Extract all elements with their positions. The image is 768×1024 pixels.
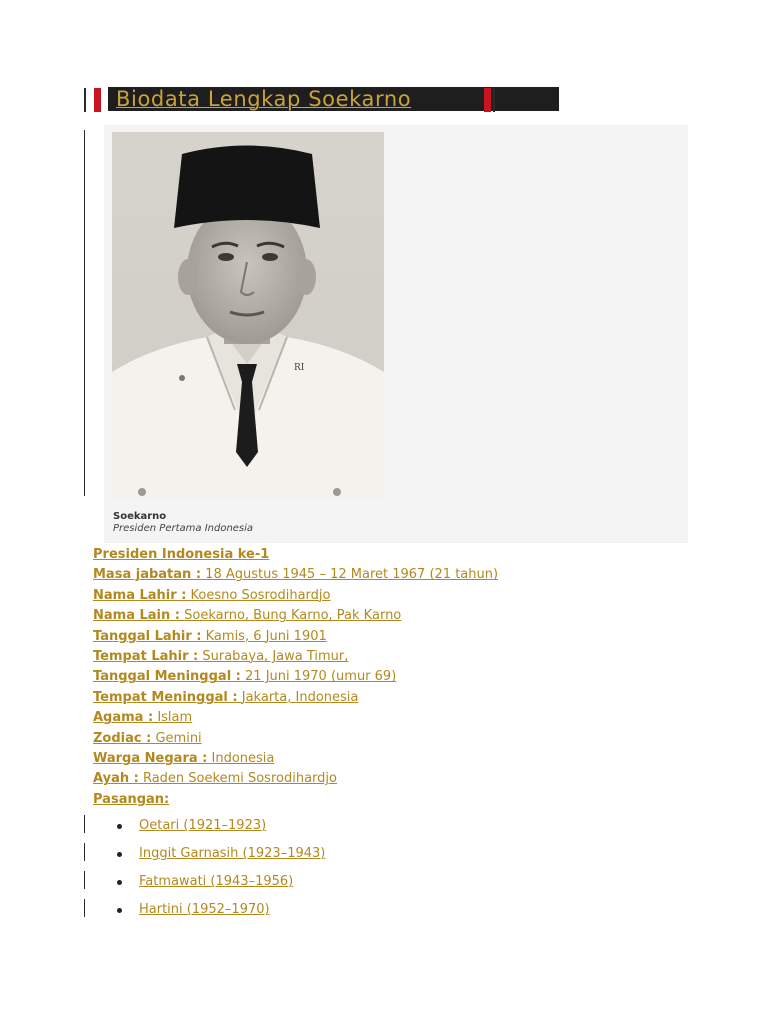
spouse-link[interactable]: Hartini (1952–1970) (139, 902, 270, 917)
info-row-label: Warga Negara : (93, 751, 208, 767)
info-row[interactable] (93, 769, 498, 789)
biodata-list (93, 545, 498, 810)
info-row-label: Nama Lahir : (93, 587, 187, 603)
info-heading-row[interactable] (93, 545, 498, 565)
info-row[interactable] (93, 565, 498, 585)
info-row-label: Zodiac : (93, 730, 152, 746)
info-row[interactable] (93, 667, 498, 687)
info-row-value: Indonesia (211, 751, 275, 767)
info-row-value: Soekarno, Bung Karno, Pak Karno (184, 608, 402, 624)
portrait-photo (112, 132, 384, 498)
title-rule-right-dark (493, 88, 495, 112)
spouse-link[interactable]: Oetari (1921–1923) (139, 818, 267, 833)
info-row-label: Ayah : (93, 771, 139, 787)
info-row-label: Tempat Lahir : (93, 649, 199, 665)
info-row[interactable] (93, 729, 498, 749)
spouse-list-item (84, 899, 484, 927)
info-row-label: Nama Lain : (93, 608, 180, 624)
svg-text:RI: RI (294, 363, 305, 373)
info-row-value: Gemini (155, 730, 202, 746)
info-heading: Presiden Indonesia ke-1 (93, 547, 270, 562)
info-row-value: Surabaya, Jawa Timur, (202, 649, 349, 665)
info-row[interactable] (93, 606, 498, 626)
list-rule (84, 843, 85, 861)
bullet-icon (117, 880, 122, 885)
info-row-value: Koesno Sosrodihardjo (190, 587, 331, 603)
info-row-value: 18 Agustus 1945 – 12 Maret 1967 (21 tahun) (205, 567, 499, 583)
info-row-value: 21 Juni 1970 (umur 69) (245, 669, 397, 685)
spouse-link[interactable]: Inggit Garnasih (1923–1943) (139, 846, 326, 861)
spouse-list-item (84, 815, 484, 843)
info-row-label: Masa jabatan : (93, 567, 202, 583)
info-row[interactable] (93, 749, 498, 769)
spouse-list-item (84, 843, 484, 871)
info-row[interactable] (93, 708, 498, 728)
photo-panel (104, 125, 688, 543)
info-row-label: Agama : (93, 710, 154, 726)
title-rule-left-red (94, 88, 101, 112)
list-rule (84, 899, 85, 917)
left-rule (84, 130, 85, 496)
title-bar (84, 86, 496, 114)
info-row[interactable] (93, 586, 498, 606)
info-row-value: Raden Soekemi Sosrodihardjo (142, 771, 337, 787)
photo-caption-role: Presiden Pertama Indonesia (113, 523, 254, 534)
title-box (108, 87, 559, 111)
info-row-label: Tempat Meninggal : (93, 689, 238, 705)
info-row-label: Tanggal Meninggal : (93, 669, 241, 685)
title-rule-right-red (484, 88, 491, 112)
portrait-illustration (112, 132, 384, 498)
info-row-value: Jakarta, Indonesia (241, 689, 359, 705)
page-title[interactable]: Biodata Lengkap Soekarno (116, 87, 412, 111)
list-rule (84, 815, 85, 833)
spouse-label: Pasangan: (93, 791, 170, 807)
photo-caption-name: Soekarno (113, 511, 167, 522)
spouse-list-item (84, 871, 484, 899)
bullet-icon (117, 908, 122, 913)
title-rule-left-dark (84, 88, 86, 112)
spouse-list (84, 815, 484, 927)
info-row[interactable] (93, 627, 498, 647)
info-row[interactable] (93, 647, 498, 667)
info-row-value: Islam (157, 710, 193, 726)
list-rule (84, 871, 85, 889)
bullet-icon (117, 852, 122, 857)
info-row-value: Kamis, 6 Juni 1901 (205, 628, 327, 644)
bullet-icon (117, 824, 122, 829)
spouse-label-row[interactable] (93, 790, 498, 810)
info-row[interactable] (93, 688, 498, 708)
spouse-link[interactable]: Fatmawati (1943–1956) (139, 874, 294, 889)
info-row-label: Tanggal Lahir : (93, 628, 202, 644)
